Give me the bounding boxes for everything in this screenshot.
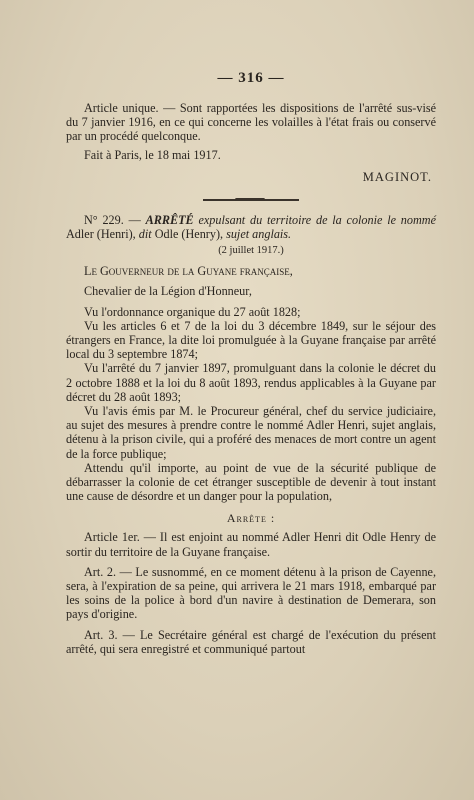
arrete-heading — [66, 511, 436, 526]
decree-name-2: Odle (Henry), — [154, 227, 224, 242]
fait-a-paris-line: Fait à Paris, le 18 mai 1917. — [84, 147, 221, 162]
arrete-label: Arrête : — [226, 511, 276, 526]
decree-name-1: Adler (Henri), — [66, 227, 136, 242]
vu-paragraph-4: Vu l'avis émis par M. le Procureur général, chef du service judiciaire, au sujet des mesures à prendre contre le nommé Adler Henri, sujet anglais, détenu à la prison civile, qui a proféré des menaces de mort contre un agent de la force publique; — [66, 404, 436, 461]
vu-paragraph-1: Vu l'ordonnance organique du 27 août 1828; — [84, 304, 301, 319]
decree-title-arrete: ARRÊTÉ — [145, 212, 194, 227]
article-3: Art. 3. — Le Secrétaire général est chargé de l'exécution du présent arrêté, qui sera enregistré et communiqué partout — [66, 627, 436, 656]
separator-rule — [203, 199, 299, 201]
decree-nationality: sujet anglais. — [226, 227, 292, 242]
decree-date: (2 juillet 1917.) — [218, 245, 284, 257]
attendu-paragraph: Attendu qu'il importe, au point de vue de la sécurité publique de débarrasser la colonie de cet étranger susceptible de devenir à tout instant une cause de désordre et un danger pour la population, — [66, 460, 436, 504]
decree-title-text: expulsant du territoire de la colonie le nommé — [198, 212, 436, 227]
page-number: — 316 — — [217, 70, 285, 86]
governor-line: Le Gouverneur de la Guyane française, — [84, 264, 293, 279]
vu-paragraph-2: Vu les articles 6 et 7 de la loi du 3 décembre 1849, sur le séjour des étrangers en France, la dite loi promulguée à la Guyane française par arrêté local du 3 septembre 1874; — [66, 318, 436, 362]
decree-dit: dit — [138, 227, 152, 242]
decree-number: N° 229. — — [84, 212, 141, 227]
chevalier-line: Chevalier de la Légion d'Honneur, — [84, 284, 252, 299]
article-unique-paragraph: Article unique. — Sont rapportées les dispositions de l'arrêté sus-visé du 7 janvier 1916, en ce qui concerne les volailles à l'état frais ou conservé par un procédé quelconque. — [66, 101, 436, 144]
signature: MAGINOT. — [362, 169, 432, 184]
vu-paragraph-3: Vu l'arrêté du 7 janvier 1897, promulguant dans la colonie le décret du 2 octobre 1888 et la loi du 8 août 1893, rendus applicables à la Guyane par décret du 28 août 1893; — [66, 361, 436, 404]
decree-heading — [66, 213, 436, 241]
article-1: Article 1er. — Il est enjoint au nommé Adler Henri dit Odle Henry de sortir du territoire de la Guyane française. — [66, 530, 436, 559]
article-2: Art. 2. — Le susnommé, en ce moment détenu à la prison de Cayenne, sera, à l'expiration de sa peine, qui arrivera le 21 mars 1918, embarqué par les soins de la police à bord d'un navire à destination de Demerara, son pays d'origine. — [66, 564, 436, 622]
